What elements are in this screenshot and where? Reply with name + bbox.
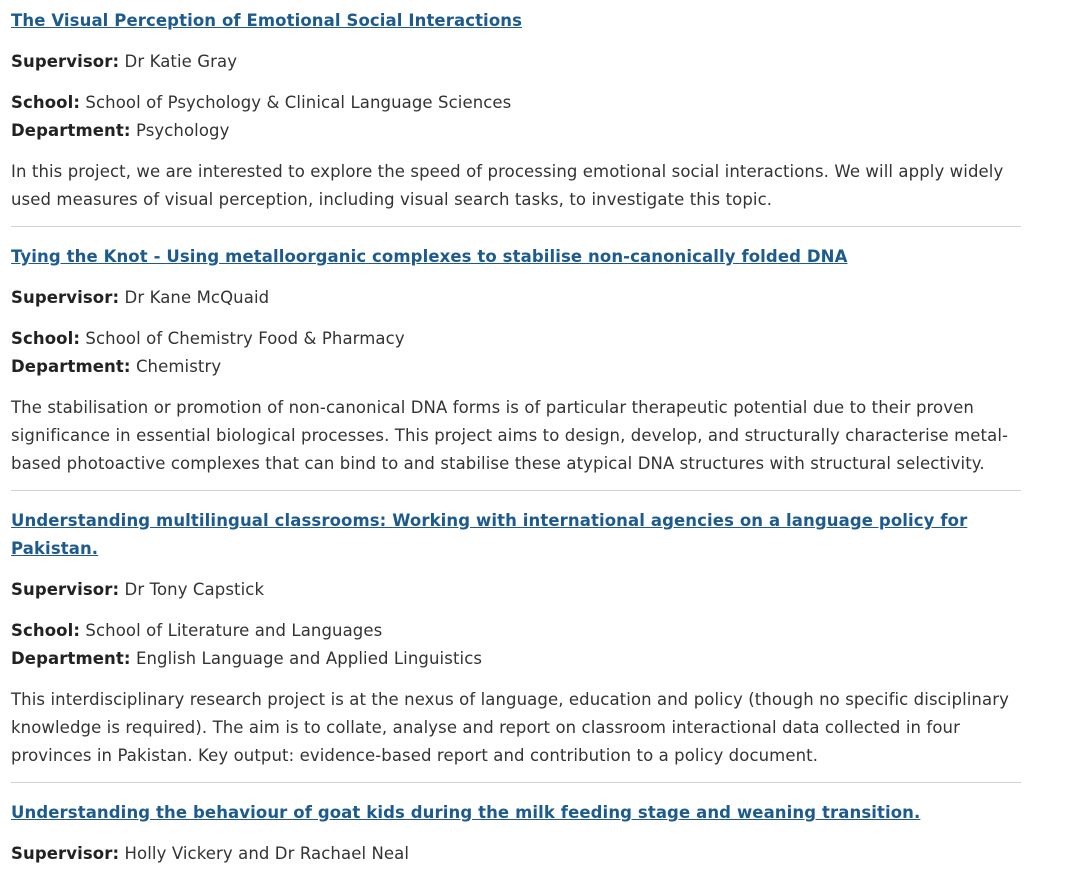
department-row [11,353,1021,381]
department-value: English Language and Applied Linguistics [135,649,483,668]
school-row [11,325,1021,353]
divider [11,782,1021,783]
school-label: School: [11,621,81,640]
department-label: Department: [11,121,131,140]
project-entry [11,243,1021,478]
supervisor-value: Dr Tony Capstick [124,580,265,599]
school-value: School of Chemistry Food & Pharmacy [85,329,405,348]
supervisor-label: Supervisor: [11,288,120,307]
supervisor-label: Supervisor: [11,52,120,71]
department-row [11,117,1021,145]
divider [11,490,1021,491]
supervisor-label: Supervisor: [11,580,120,599]
supervisor-row [11,284,1021,312]
department-row [11,645,1021,673]
supervisor-value: Dr Kane McQuaid [124,288,270,307]
school-value: School of Psychology & Clinical Language Sciences [85,93,512,112]
supervisor-value: Dr Katie Gray [124,52,238,71]
supervisor-value: Holly Vickery and Dr Rachael Neal [124,844,410,863]
project-entry [11,799,1021,868]
school-row [11,617,1021,645]
department-value: Psychology [135,121,230,140]
project-description: The stabilisation or promotion of non-canonical DNA forms is of particular therapeutic potential due to their proven significance in essential biological processes. This project aims to design, develop, and structurally characterise metal-based photoactive complexes that can bind to and stabilise these atypical DNA structures with structural selectivity. [11,398,1009,473]
department-label: Department: [11,357,131,376]
divider [11,226,1021,227]
school-value: School of Literature and Languages [85,621,383,640]
supervisor-label: Supervisor: [11,844,120,863]
project-description: In this project, we are interested to explore the speed of processing emotional social interactions. We will apply widely used measures of visual perception, including visual search tasks, to investigate this topic. [11,162,1004,209]
school-label: School: [11,93,81,112]
project-description: This interdisciplinary research project is at the nexus of language, education and policy (though no specific disciplinary knowledge is required). The aim is to collate, analyse and report on classroom interactional data collected in four provinces in Pakistan. Key output: evidence-based report and contribution to a policy document. [11,690,1009,765]
supervisor-row [11,576,1021,604]
supervisor-row [11,48,1021,76]
project-title-link[interactable]: Understanding multilingual classrooms: Working with international agencies on a language policy for Pakistan. [11,511,968,558]
department-label: Department: [11,649,131,668]
project-title-link[interactable]: Tying the Knot - Using metalloorganic complexes to stabilise non-canonically folded DNA [11,247,848,266]
project-entry [11,507,1021,770]
school-label: School: [11,329,81,348]
department-value: Chemistry [135,357,222,376]
supervisor-row [11,840,1021,868]
project-title-link[interactable]: Understanding the behaviour of goat kids during the milk feeding stage and weaning transition. [11,803,921,822]
school-row [11,89,1021,117]
project-title-link[interactable]: The Visual Perception of Emotional Social Interactions [11,11,523,30]
project-entry [11,7,1021,214]
